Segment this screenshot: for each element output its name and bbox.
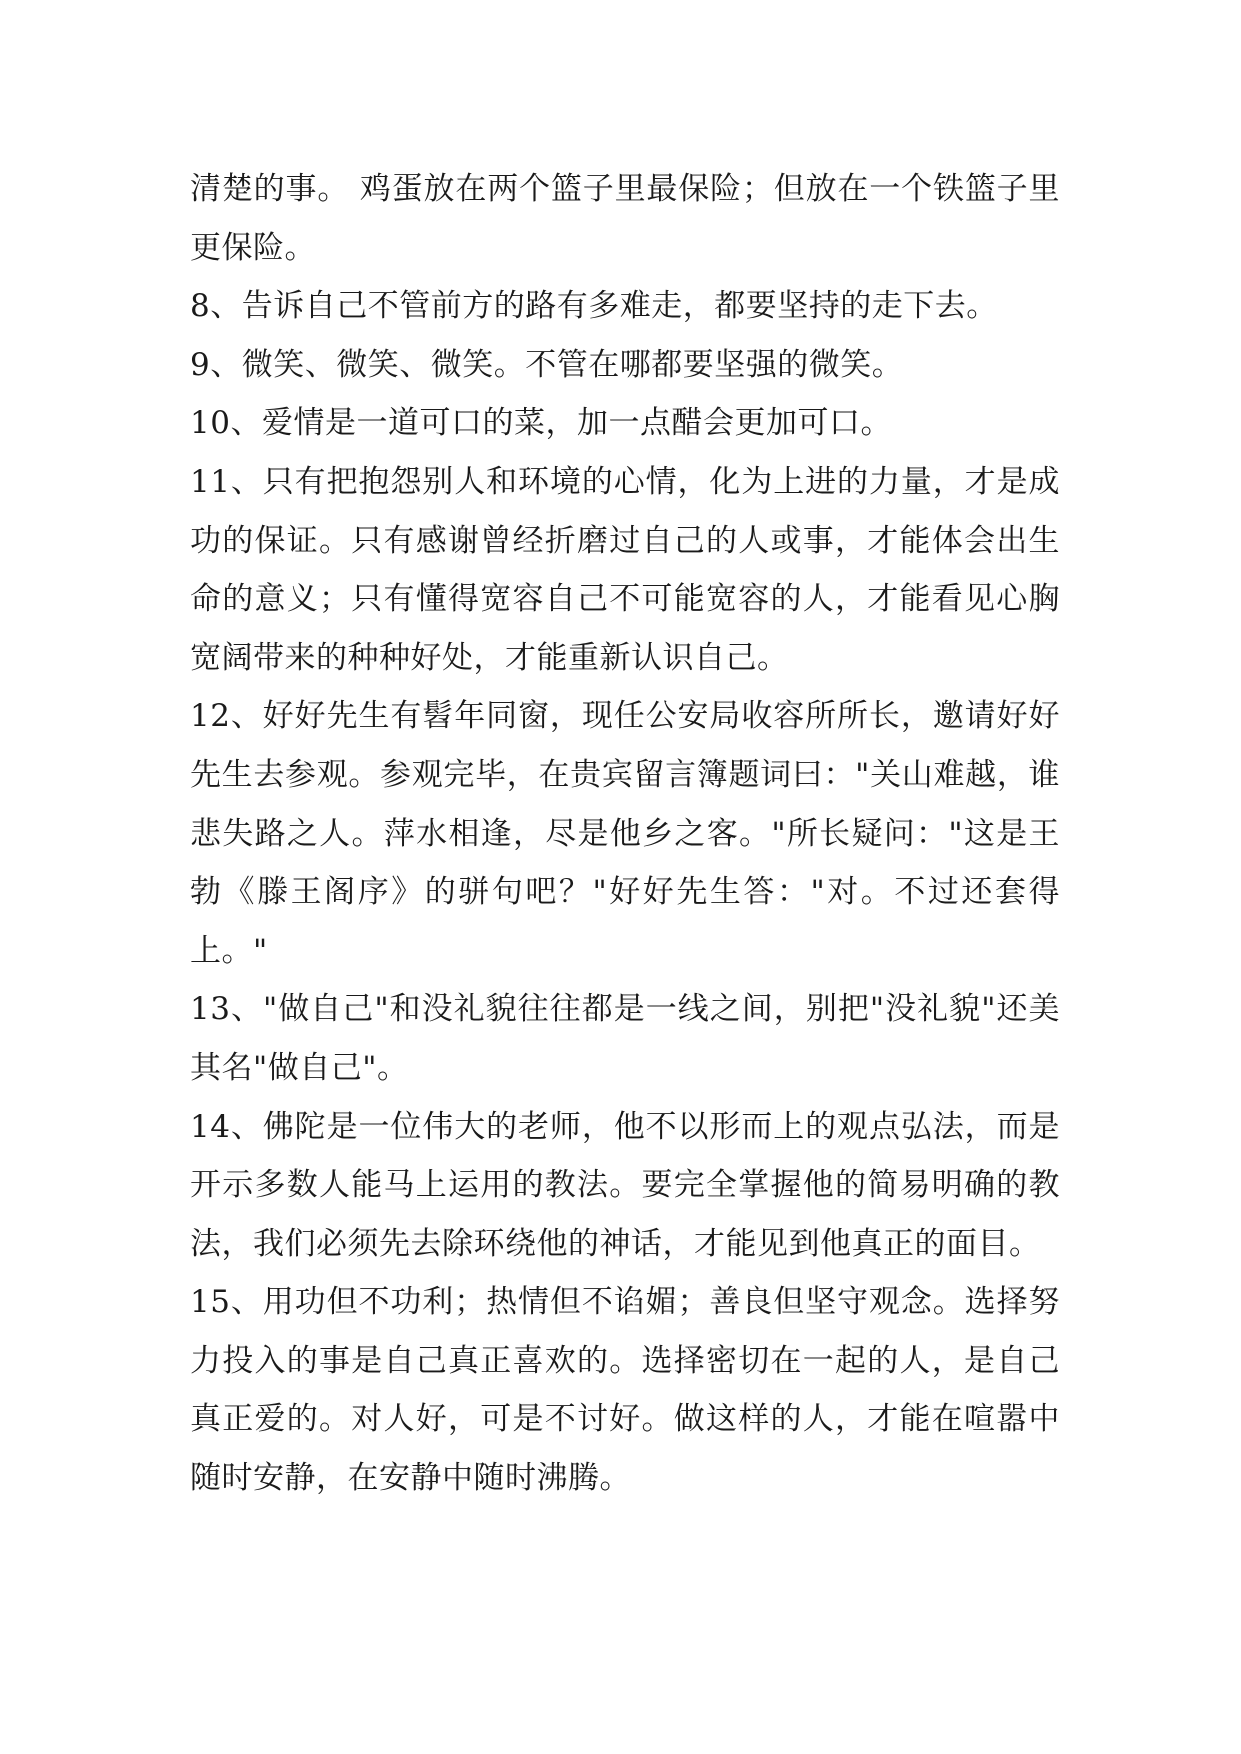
paragraph-item-12: 12、好好先生有髫年同窗，现任公安局收容所所长，邀请好好先生去参观。参观完毕，在贵宾留言簿题词曰："关山难越，谁悲失路之人。萍水相逢，尽是他乡之客。"所长疑问："这是王勃《滕王阁序》的骈句吧？"好好先生答："对。不过还套得上。": [190, 698, 1060, 969]
paragraph-item-13: 13、"做自己"和没礼貌往往都是一线之间，别把"没礼貌"还美其名"做自己"。: [190, 991, 1060, 1086]
paragraph-continuation: 清楚的事。 鸡蛋放在两个篮子里最保险；但放在一个铁篮子里更保险。: [190, 171, 1060, 266]
paragraph-item-9: 9、微笑、微笑、微笑。不管在哪都要坚强的微笑。: [190, 346, 904, 383]
paragraph-item-11: 11、只有把抱怨别人和环境的心情，化为上进的力量，才是成功的保证。只有感谢曾经折磨过自己的人或事，才能体会出生命的意义；只有懂得宽容自己不可能宽容的人，才能看见心胸宽阔带来的种种好处，才能重新认识自己。: [190, 463, 1060, 676]
paragraph-item-15: 15、用功但不功利；热情但不谄媚；善良但坚守观念。选择努力投入的事是自己真正喜欢的。选择密切在一起的人，是自己真正爱的。对人好，可是不讨好。做这样的人，才能在喧嚣中随时安静，在安静中随时沸腾。: [190, 1284, 1060, 1497]
paragraph-item-14: 14、佛陀是一位伟大的老师，他不以形而上的观点弘法，而是开示多数人能马上运用的教法。要完全掌握他的简易明确的教法，我们必须先去除环绕他的神话，才能见到他真正的面目。: [190, 1108, 1060, 1262]
paragraph-item-10: 10、爱情是一道可口的菜，加一点醋会更加可口。: [190, 405, 892, 442]
document-body: [190, 160, 1060, 1508]
paragraph-item-8: 8、告诉自己不管前方的路有多难走，都要坚持的走下去。: [190, 288, 998, 325]
